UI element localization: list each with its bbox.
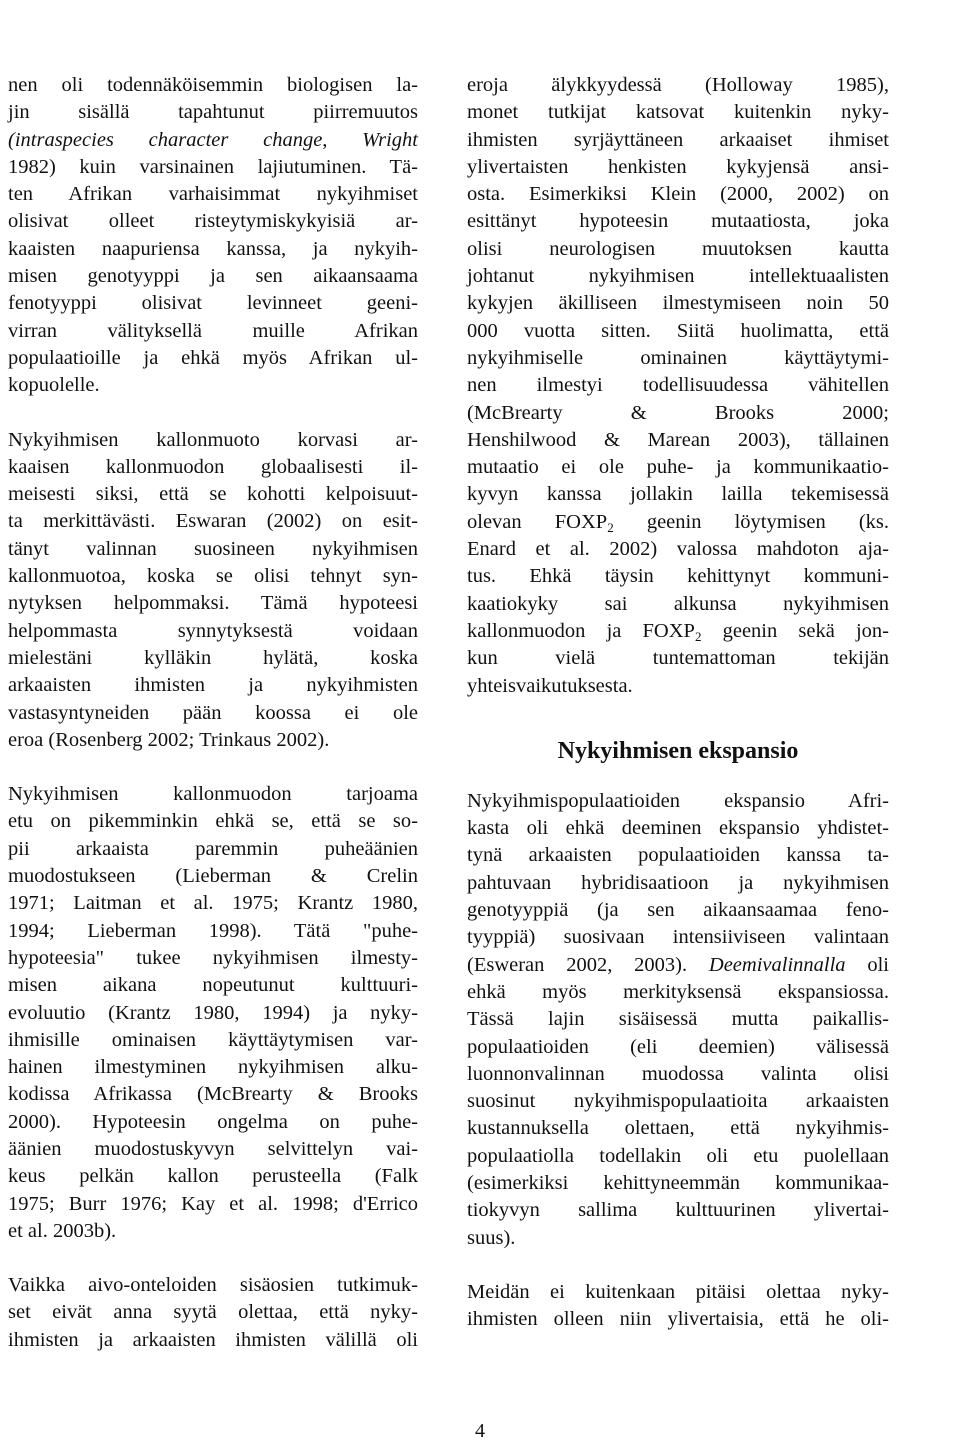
text-line: nykyihmiselle ominainen käyttäytymi- [467,346,889,369]
text-line: Nykyihmisen kallonmuodon tarjoama [8,783,418,806]
text-line: jin sisällä tapahtunut piirremuutos [8,101,418,124]
text-line: 1971; Laitman et al. 1975; Krantz 1980, [8,892,418,915]
text-line: eroja älykkyydessä (Holloway 1985), [467,74,889,96]
text-line: etu on pikemminkin ehkä se, että se so- [8,810,418,833]
text-line: populaatioiden (eli deemien) välisessä [467,1035,889,1058]
text-line: kodissa Afrikassa (McBrearty & Brooks [8,1083,418,1106]
text-line: set eivät anna syytä olettaa, että nyky- [8,1301,418,1324]
text-line: mutaatio ei ole puhe- ja kommunikaatio- [467,456,889,479]
text-line: muodostukseen (Lieberman & Crelin [8,865,418,888]
text-line: (Esweran 2002, 2003). Deemivalinnalla oli [467,953,889,976]
text-line: 1982) kuin varsinainen lajiutuminen. Tä- [8,155,418,178]
text-line: Nykyihmisen kallonmuoto korvasi ar- [8,428,418,451]
text-line: genotyyppiä (ja sen aikaansaamaa feno- [467,899,889,922]
section-heading: Nykyihmisen ekspansio [557,737,799,764]
text-line: Vaikka aivo-onteloiden sisäosien tutkimuk- [8,1274,418,1297]
text-line: populaatiolla todellakin oli etu puolellaan [467,1144,889,1167]
text-line: ehkä myös merkityksensä ekspansiossa. [467,980,889,1003]
text-line: Enard et al. 2002) valossa mahdoton aja- [467,538,889,561]
paragraph [467,1279,889,1334]
paragraph [467,788,889,1252]
text-line: evoluutio (Krantz 1980, 1994) ja nyky- [8,1001,418,1024]
text-line: esittänyt hypoteesin mutaatiosta, joka [467,210,889,233]
text-line: suosinut nykyihmispopulaatioita arkaaisten [467,1090,889,1113]
page-number: 4 [475,1420,485,1442]
text-line: (McBrearty & Brooks 2000; [467,401,889,424]
right-column [467,72,889,1333]
text-line: ylivertaisten henkisten kykyjensä ansi- [467,155,889,178]
text-line: mielestäni kylläkin hylätä, koska [8,646,418,669]
text-line: hypoteesia" tukee nykyihmisen ilmesty- [8,946,418,969]
text-line: tyyppiä) suosivaan intensiiviseen valintaan [467,926,889,949]
text-line: 000 vuotta sitten. Siitä huolimatta, että [467,319,889,342]
text-line: kykyjen äkilliseen ilmestymiseen noin 50 [467,292,889,315]
text-line: (esimerkiksi kehittyneemmän kommunikaa- [467,1171,889,1194]
text-line: ihmisten ja arkaaisten ihmisten välillä oli [8,1328,418,1351]
text-line: meisesti siksi, että se kohotti kelpoisuut- [8,483,418,506]
text-line: kaaisen kallonmuodon globaalisesti il- [8,455,418,478]
text-line: Tässä lajin sisäisessä mutta paikallis- [467,1008,889,1031]
left-column [8,72,418,1354]
text-line: pii arkaaista paremmin puheäänien [8,837,418,860]
paragraph [8,427,418,755]
text-line: kopuolelle. [8,374,100,397]
text-line: eroa (Rosenberg 2002; Trinkaus 2002). [8,728,330,751]
text-line: äänien muodostuskyvyn selvittelyn vai- [8,1137,418,1160]
text-line: tiokyvyn sallima kulttuurinen ylivertai- [467,1199,889,1222]
paragraph [8,72,418,400]
text-line: pahtuvaan hybridisaatioon ja nykyihmisen [467,871,889,894]
text-line: ten Afrikan varhaisimmat nykyihmiset [8,183,418,206]
text-line: nytyksen helpommaksi. Tämä hypoteesi [8,592,418,615]
text-line: virran välityksellä muille Afrikan [8,319,418,342]
paragraph [8,1272,418,1354]
text-line: kallonmuodon ja $FOXP_2$ geenin sekä jon- [467,619,889,644]
text-line: monet tutkijat katsovat kuitenkin nyky- [467,101,889,124]
text-line: keus pelkän kallon perusteella (Falk [8,1165,418,1188]
text-line: ta merkittävästi. Eswaran (2002) on esit- [8,510,418,533]
text-line: kaaisten naapuriensa kanssa, ja nykyih- [8,237,418,260]
text-line: ihmisten olleen niin ylivertaisia, että he oli- [467,1308,889,1331]
text-line: suus). [467,1226,516,1249]
text-line: ihmisten syrjäyttäneen arkaaiset ihmiset [467,128,889,151]
text-line: vastasyntyneiden pään koossa ei ole [8,701,418,724]
text-line: kun vielä tuntemattoman tekijän [467,647,889,670]
text-line: osta. Esimerkiksi Klein (2000, 2002) on [467,183,889,206]
text-line: 1975; Burr 1976; Kay et al. 1998; d'Errico [8,1192,418,1215]
text-line: olisivat olleet risteytymiskykyisiä ar- [8,210,418,233]
text-line: ihmisille ominaisen käyttäytymisen var- [8,1028,418,1051]
text-line: 2000). Hypoteesin ongelma on puhe- [8,1110,418,1133]
text-line: helpommasta synnytyksestä voidaan [8,619,418,642]
text-line: Henshilwood & Marean 2003), tällainen [467,428,889,451]
paragraph [8,781,418,1245]
text-line: olevan $FOXP_2$ geenin löytymisen (ks. [467,510,889,535]
text-line: nen ilmestyi todellisuudessa vähitellen [467,374,889,397]
text-line: (intraspecies character change, Wright [8,128,418,151]
text-line: tynä arkaaisten populaatioiden kanssa ta- [467,844,889,867]
text-line: johtanut nykyihmisen intellektuaalisten [467,265,889,288]
text-line: misen aikana nopeutunut kulttuuri- [8,974,418,997]
text-line: Nykyihmispopulaatioiden ekspansio Afri- [467,789,889,812]
text-line: olisi neurologisen muutoksen kautta [467,237,889,260]
text-line: kyvyn kanssa jollakin lailla tekemisessä [467,483,889,506]
text-line: kallonmuotoa, koska se olisi tehnyt syn- [8,565,418,588]
text-line: et al. 2003b). [8,1219,117,1242]
text-line: yhteisvaikutuksesta. [467,674,633,697]
text-line: nen oli todennäköisemmin biologisen la- [8,74,418,96]
text-line: kustannuksella olettaen, että nykyihmis- [467,1117,889,1140]
text-line: kaatiokyky sai alkunsa nykyihmisen [467,592,889,615]
text-line: 1994; Lieberman 1998). Tätä "puhe- [8,919,418,942]
text-line: Meidän ei kuitenkaan pitäisi olettaa nyky- [467,1280,889,1303]
text-line: luonnonvalinnan muodossa valinta olisi [467,1062,889,1085]
text-line: tus. Ehkä täysin kehittynyt kommuni- [467,565,889,588]
text-line: arkaaisten ihmisten ja nykyihmisten [8,674,418,697]
text-line: kasta oli ehkä deeminen ekspansio yhdistet- [467,817,889,840]
text-line: populaatioille ja ehkä myös Afrikan ul- [8,346,418,369]
text-line: fenotyyppi olisivat levinneet geeni- [8,292,418,315]
text-line: tänyt valinnan suosineen nykyihmisen [8,537,418,560]
text-line: hainen ilmestyminen nykyihmisen alku- [8,1056,418,1079]
paragraph [467,72,889,700]
text-line: misen genotyyppi ja sen aikaansaama [8,265,418,288]
